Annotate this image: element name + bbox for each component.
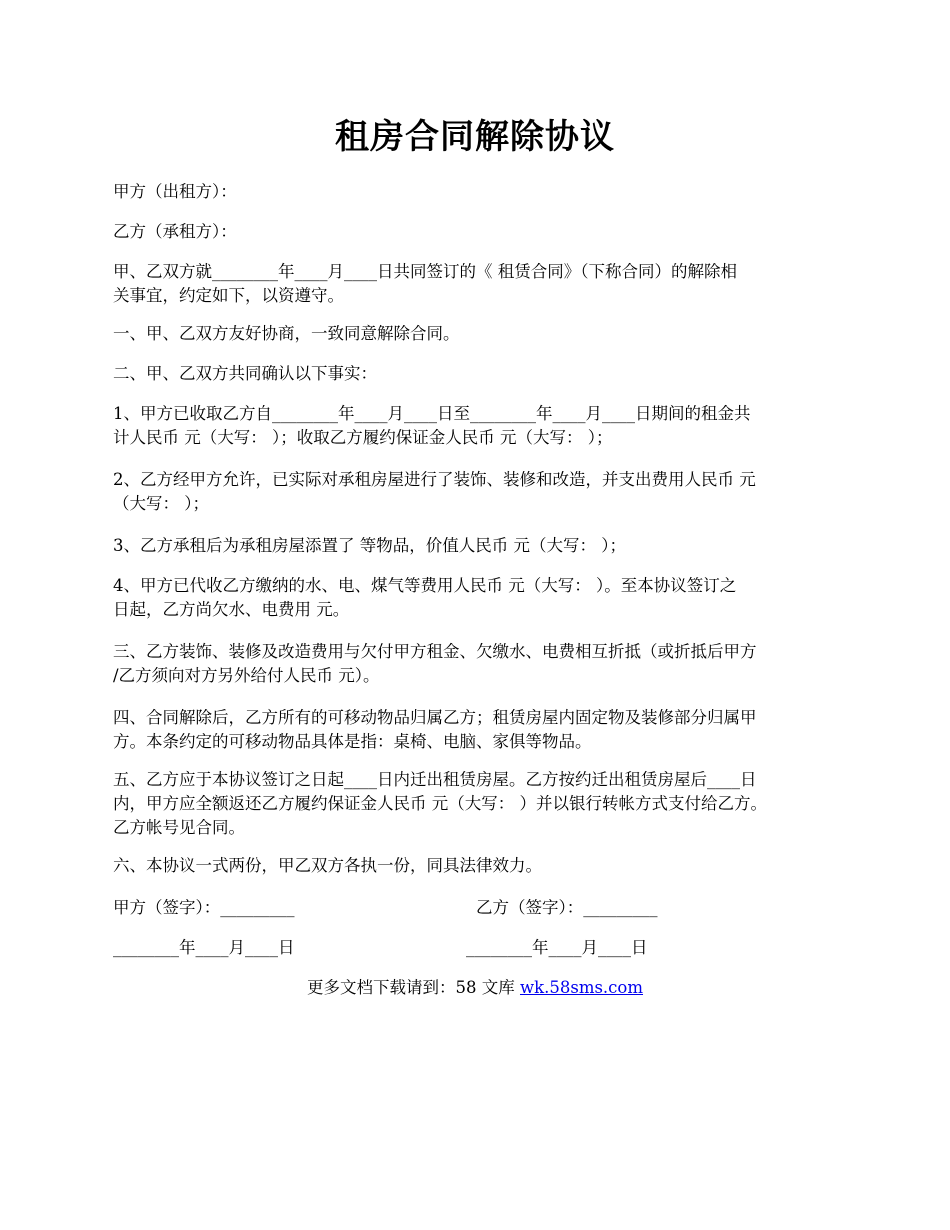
intro-line: 甲、乙双方就________年____月____日共同签订的《 租赁合同》（下称合同）的解除相 (113, 262, 737, 281)
clause-2: 二、甲、乙双方共同确认以下事实： (113, 364, 377, 383)
footer (0, 976, 950, 1000)
fact-2 (113, 468, 841, 516)
footer-link[interactable]: wk.58sms.com (519, 978, 643, 997)
fact-4-line: 4、甲方已代收乙方缴纳的水、电、煤气等费用人民币 元（大写： ）。至本协议签订之 (113, 576, 737, 595)
party-a-date: ________年____月____日 (113, 938, 295, 957)
clause-5 (113, 768, 841, 840)
intro-line: 关事宜，约定如下，以资遵守。 (113, 286, 344, 305)
fact-2-line: 2、乙方经甲方允许，已实际对承租房屋进行了装饰、装修和改造，并支出费用人民币 元 (113, 470, 756, 489)
fact-4 (113, 574, 841, 622)
fact-1-line: 1、甲方已收取乙方自________年____月____日至________年____月____日期间的租金共 (113, 404, 751, 423)
clause-5-line: 内，甲方应全额返还乙方履约保证金人民币 元（大写： ）并以银行转帐方式支付给乙方。 (113, 794, 767, 813)
party-b-signature: 乙方（签字）：_________ (476, 898, 658, 917)
clause-5-line: 乙方帐号见合同。 (113, 818, 245, 837)
clause-3-line: /乙方须向对方另外给付人民币 元）。 (113, 666, 380, 685)
party-a-signature: 甲方（签字）：_________ (113, 898, 295, 917)
party-b-label: 乙方（承租方）： (113, 222, 237, 241)
clause-6: 六、本协议一式两份，甲乙双方各执一份，同具法律效力。 (113, 856, 542, 875)
party-a-label: 甲方（出租方）： (113, 182, 237, 201)
clause-5-line: 五、乙方应于本协议签订之日起____日内迁出租赁房屋。乙方按约迁出租赁房屋后____日 (113, 770, 757, 789)
fact-1-line: 计人民币 元（大写： ）；收取乙方履约保证金人民币 元（大写： ）； (113, 428, 613, 447)
clause-3 (113, 640, 841, 688)
clause-1: 一、甲、乙双方友好协商，一致同意解除合同。 (113, 324, 460, 343)
clause-4-line: 方。本条约定的可移动物品具体是指：桌椅、电脑、家俱等物品。 (113, 732, 592, 751)
fact-4-line: 日起，乙方尚欠水、电费用 元。 (113, 600, 350, 619)
clause-4-line: 四、合同解除后，乙方所有的可移动物品归属乙方；租赁房屋内固定物及装修部分归属甲 (113, 708, 757, 727)
intro-paragraph (113, 260, 841, 308)
clause-4 (113, 706, 841, 754)
clause-3-line: 三、乙方装饰、装修及改造费用与欠付甲方租金、欠缴水、电费相互折抵（或折抵后甲方 (113, 642, 757, 661)
footer-text: 更多文档下载请到：58 文库 (306, 978, 520, 997)
fact-2-line: （大写： ）； (113, 494, 209, 513)
document-title: 租房合同解除协议 (335, 117, 615, 157)
fact-3: 3、乙方承租后为承租房屋添置了 等物品，价值人民币 元（大写： ）； (113, 536, 626, 555)
fact-1 (113, 402, 841, 450)
party-b-date: ________年____月____日 (466, 938, 648, 957)
